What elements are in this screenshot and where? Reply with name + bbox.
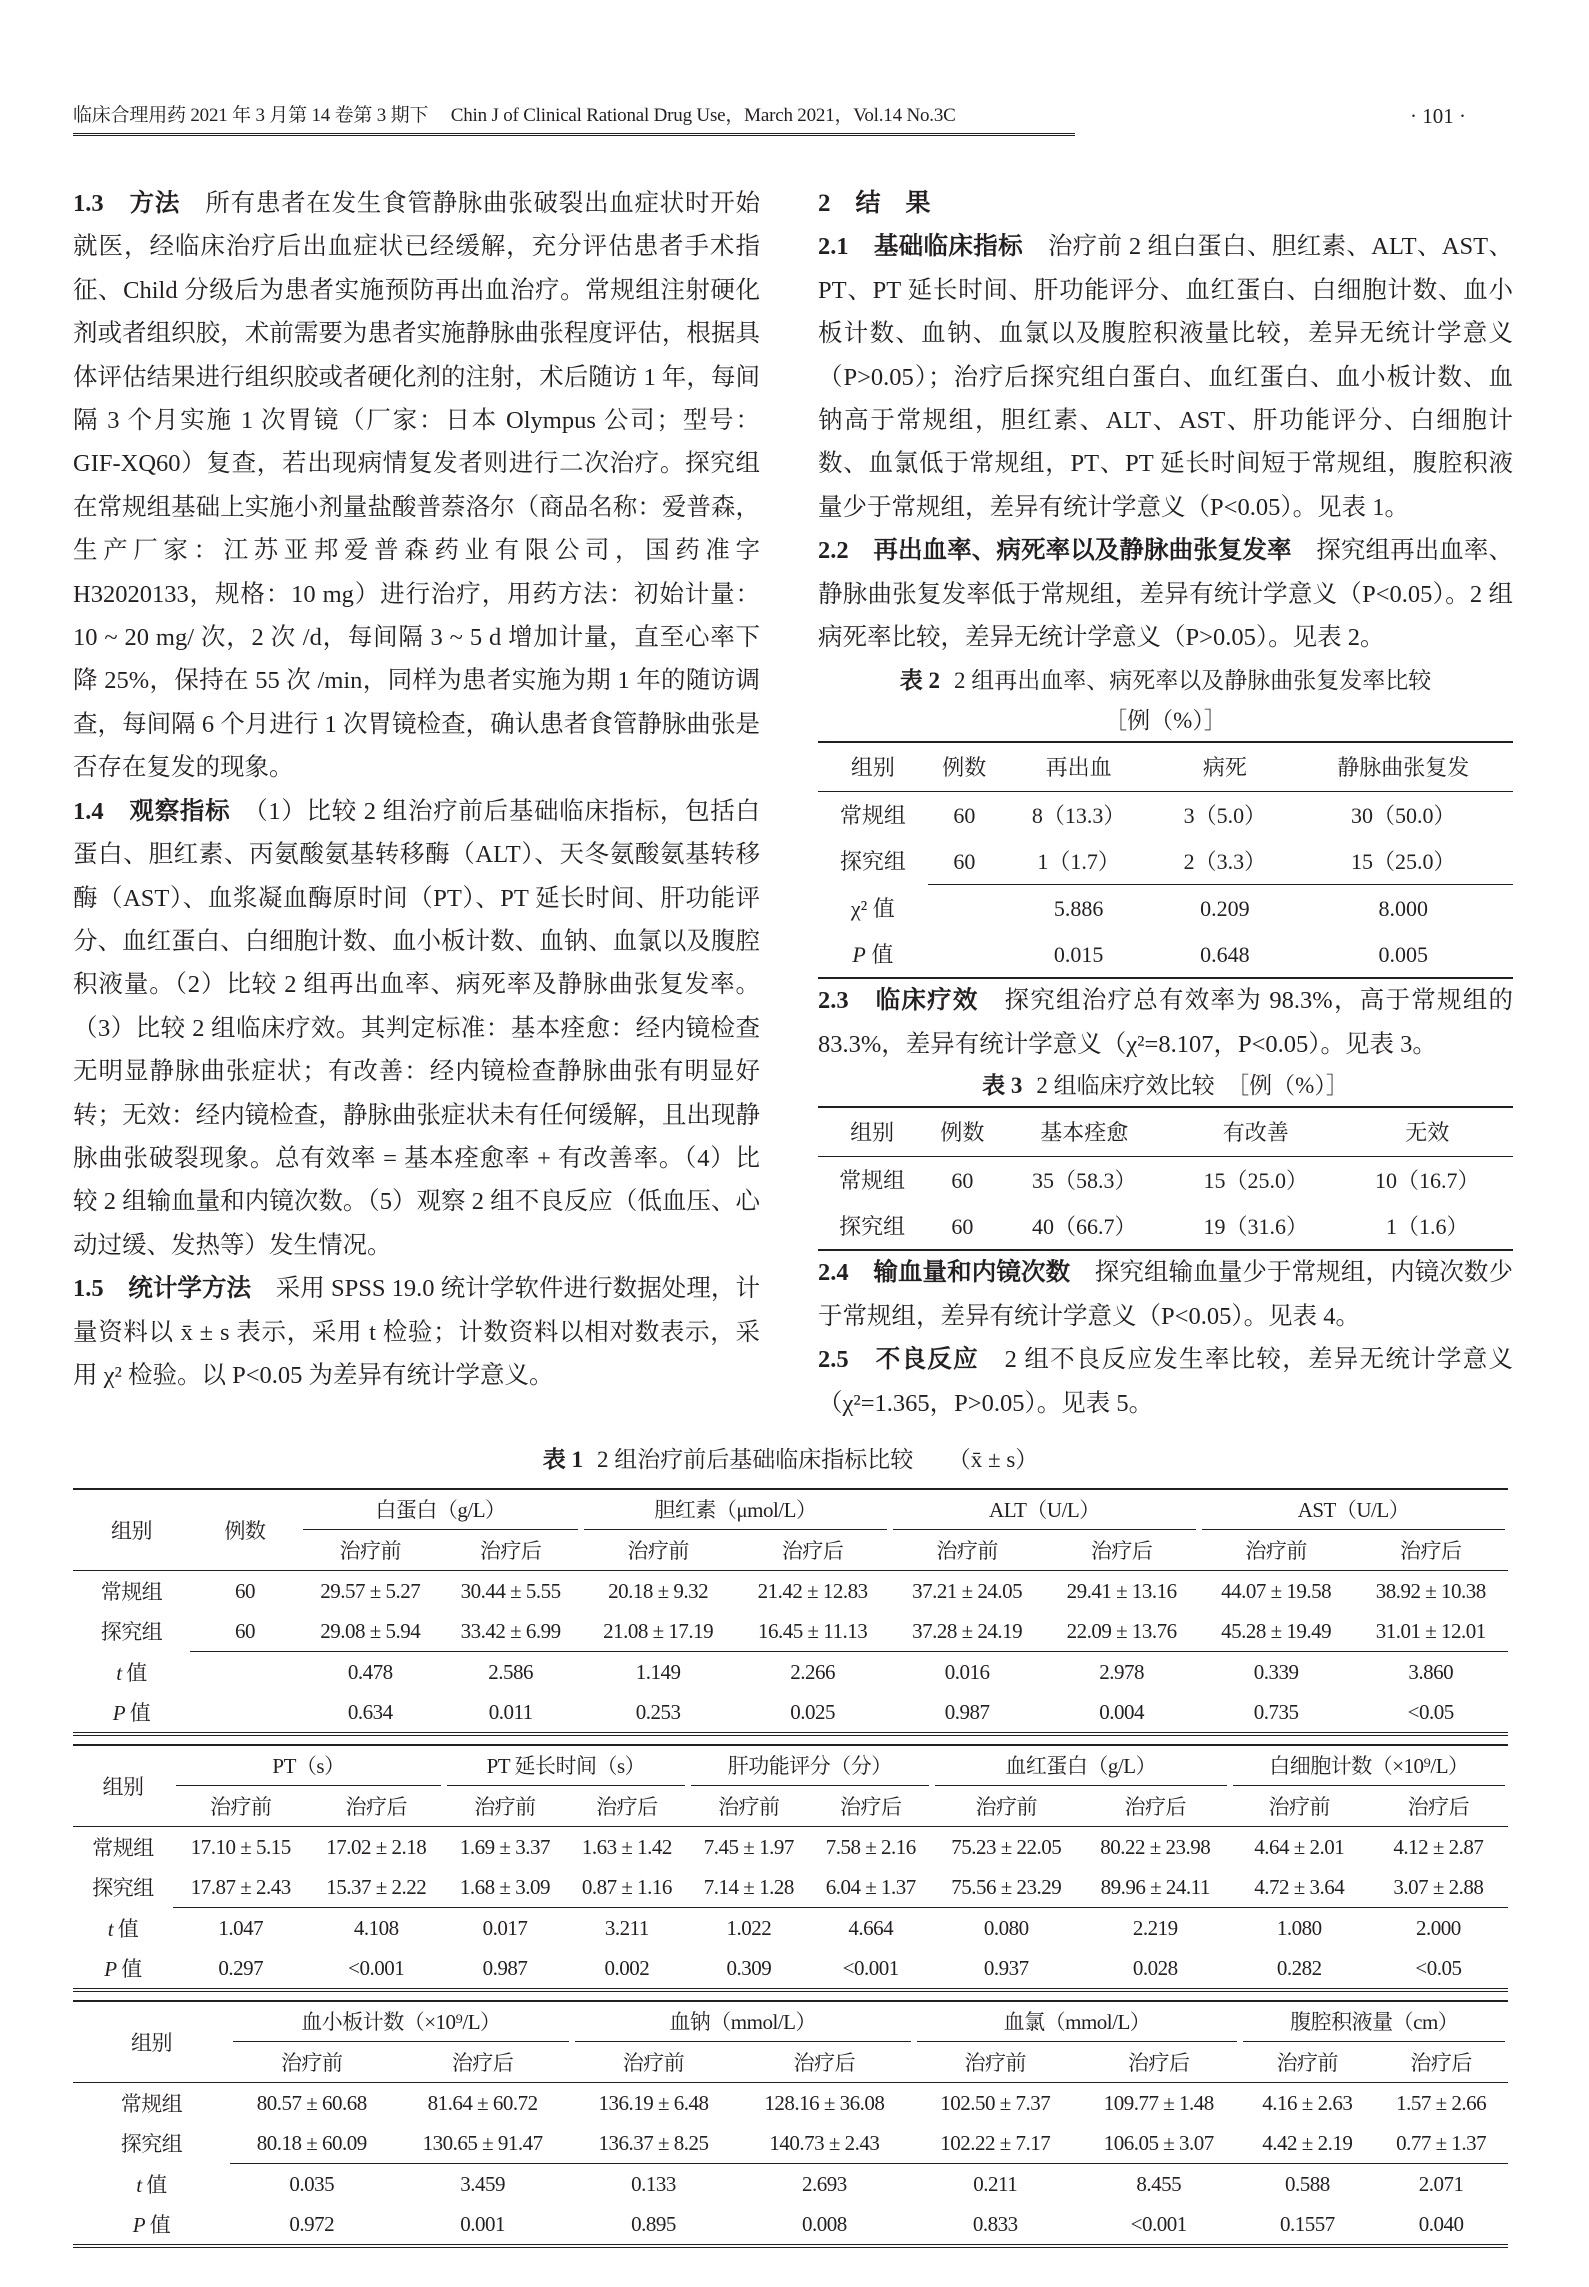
section-heading: 1.4 观察指标 (73, 797, 256, 825)
table1-label: 表 1 (542, 1447, 583, 1472)
table-cell: 29.57 ± 5.27 (320, 1578, 421, 1603)
table-cell: 45.28 ± 19.49 (1221, 1618, 1332, 1643)
table-cell: 22.09 ± 13.76 (1066, 1618, 1177, 1643)
section-heading: 2.4 输血量和内镜次数 (818, 1259, 1095, 1287)
table-cell: 106.05 ± 3.07 (1103, 2130, 1214, 2155)
group-header-label: AST（U/L） (1202, 1491, 1505, 1530)
table-cell: <0.05 (1415, 1955, 1462, 1980)
stat-row (73, 1652, 1508, 1693)
table-cell: 8（13.3） (1031, 802, 1126, 828)
table-cell: 0.87 ± 1.16 (581, 1874, 672, 1899)
table-cell: 1.69 ± 3.37 (459, 1834, 550, 1859)
table-cell: 0.77 ± 1.37 (1396, 2130, 1487, 2155)
group-header-label: PT 延长时间（s） (447, 1747, 685, 1786)
table-row (73, 2123, 1508, 2164)
table-cell: 19（31.6） (1203, 1213, 1309, 1239)
column-header: 组别 (850, 1119, 895, 1145)
table-cell: <0.001 (1130, 2211, 1187, 2236)
table-cell: 2.586 (440, 1652, 580, 1693)
table-cell: 8.000 (1294, 885, 1514, 932)
sub-header: 治疗后 (840, 1795, 902, 1819)
table-cell: 60 (951, 1213, 974, 1239)
group-header-label: 腹腔积液量（cm） (1243, 2003, 1505, 2042)
group-header-row (73, 2001, 1508, 2042)
sub-header: 治疗前 (280, 2051, 343, 2075)
paragraph-observation (73, 790, 760, 1267)
header-row (818, 742, 1513, 792)
paragraph-text: 2 组不良反应发生率比较，差异无统计学意义（χ²=1.365，P>0.05）。见表 5。 (818, 1346, 1514, 1417)
table-cell: 0.588 (1240, 2164, 1374, 2205)
table-cell: 0.211 (914, 2164, 1077, 2205)
group-header (173, 1745, 444, 1786)
group-header (300, 1489, 581, 1530)
sub-header: 治疗后 (1407, 1795, 1470, 1819)
right-column (818, 182, 1513, 1425)
table1-unit: （x̄ ± s） (959, 1447, 1039, 1472)
group-header-label: 血氯（mmol/L） (917, 2003, 1238, 2042)
table2-caption (818, 661, 1513, 701)
group-header (581, 1489, 890, 1530)
table-cell: <0.05 (1407, 1699, 1454, 1724)
paragraph-2-5 (818, 1338, 1513, 1425)
column-header: 组别 (131, 2031, 172, 2055)
row-label: P 值 (104, 1957, 142, 1981)
count-cell (190, 1652, 300, 1693)
table-cell: 44.07 ± 19.58 (1221, 1578, 1332, 1603)
row-label: 常规组 (839, 1167, 906, 1193)
column-header: 组别 (102, 1775, 144, 1799)
table-cell: 1.047 (173, 1908, 308, 1949)
table-cell: 4.108 (308, 1908, 443, 1949)
table-cell: 60 (953, 802, 976, 828)
row-label: 探究组 (120, 2132, 183, 2157)
table-cell (928, 931, 1001, 978)
table-cell: 29.41 ± 13.16 (1066, 1578, 1177, 1603)
table3-unit: ［例（%）］ (1237, 1073, 1349, 1099)
count-cell (190, 1692, 300, 1734)
journal-title-en: Chin J of Clinical Rational Drug Use，March 2021，Vol.14 No.3C (450, 105, 956, 126)
row-label: 常规组 (839, 802, 906, 828)
sub-header: 治疗前 (1245, 1539, 1307, 1563)
table-cell: 30.44 ± 5.55 (460, 1578, 561, 1603)
group-header-label: 白细胞计数（×10⁹/L） (1233, 1747, 1505, 1786)
table-cell: 1.080 (1230, 1908, 1369, 1949)
row-label: P 值 (852, 941, 894, 967)
table-cell: 3.459 (393, 2164, 571, 2205)
stat-row (73, 2164, 1508, 2205)
table-cell: 0.017 (444, 1908, 566, 1949)
group-header-label: 血红蛋白（g/L） (935, 1747, 1227, 1786)
table2-title: 2 组再出血率、病死率以及静脉曲张复发率比较 (954, 668, 1432, 694)
table-cell: 31.01 ± 12.01 (1375, 1618, 1486, 1643)
table-cell: 0.282 (1276, 1955, 1322, 1980)
table-cell: 1.57 ± 2.66 (1396, 2090, 1487, 2115)
paragraph-text: 探究组再出血率、静脉曲张复发率低于常规组，差异有统计学意义（P<0.05）。2 组病死率比较，差异无统计学意义（P>0.05）。见表 2。 (818, 537, 1514, 652)
sub-header: 治疗后 (451, 2051, 514, 2075)
table-cell: 0.972 (289, 2211, 335, 2236)
table-cell: 4.72 ± 3.64 (1254, 1874, 1345, 1899)
group-header-label: PT（s） (176, 1747, 441, 1786)
table-cell: 20.18 ± 9.32 (608, 1578, 709, 1603)
table-cell: 1.149 (581, 1652, 736, 1693)
table-cell: 0.133 (572, 2164, 735, 2205)
row-label: t 值 (136, 2172, 167, 2197)
table-cell: 0.002 (604, 1955, 650, 1980)
table-cell: 2.978 (1044, 1652, 1199, 1693)
table3-caption (818, 1066, 1513, 1106)
table-cell: 0.339 (1199, 1652, 1354, 1693)
stat-row (73, 2204, 1508, 2246)
table-cell: 0.015 (1053, 941, 1104, 967)
table-cell: 2.219 (1081, 1908, 1230, 1949)
table-cell: 0.937 (983, 1955, 1029, 1980)
table-cell: 2.266 (735, 1652, 890, 1693)
group-header-label: ALT（U/L） (893, 1491, 1196, 1530)
table-cell: 60 (953, 848, 976, 874)
table-cell: 0.648 (1200, 941, 1250, 967)
table-cell: 7.14 ± 1.28 (703, 1874, 794, 1899)
table-cell: 0.028 (1132, 1955, 1178, 1980)
table-cell: 15.37 ± 2.22 (326, 1874, 427, 1899)
row-label: P 值 (132, 2213, 171, 2237)
sub-header: 治疗后 (793, 2051, 856, 2075)
table-cell: 7.58 ± 2.16 (825, 1834, 916, 1859)
table-cell: 0.004 (1099, 1699, 1145, 1724)
group-header-row (73, 1745, 1508, 1786)
column-header: 有改善 (1222, 1119, 1289, 1145)
group-header (914, 2001, 1241, 2042)
table-cell: 0.895 (631, 2211, 676, 2236)
column-header: 静脉曲张复发 (1337, 754, 1470, 780)
table-cell: 5.886 (1001, 885, 1156, 932)
table-cell: 7.45 ± 1.97 (703, 1834, 794, 1859)
table-cell: 0.309 (726, 1955, 772, 1980)
table-cell: 2.000 (1369, 1908, 1508, 1949)
paragraph-text: 治疗前 2 组白蛋白、胆红素、ALT、AST、PT、PT 延长时间、肝功能评分、血红蛋白、白细胞计数、血小板计数、血钠、血氯以及腹腔积液量比较，差异无统计学意义（P>0.05）；治疗后探究组白蛋白、血红蛋白、血小板计数、血钠高于常规组，胆红素、ALT、AST、肝功能评分、白细胞计数、血氯低于常规组，PT、PT 延长时间短于常规组，腹腔积液量少于常规组，差异有统计学意义（P<0.05）。见表 1。 (818, 233, 1513, 521)
results-heading: 2 结 果 (818, 190, 931, 217)
table-cell: 0.987 (944, 1699, 990, 1724)
table1-section (73, 1744, 1508, 1992)
group-header-label: 血钠（mmol/L） (575, 2003, 911, 2042)
table-cell: 8.455 (1077, 2164, 1240, 2205)
table-cell: 3.211 (566, 1908, 688, 1949)
table-row (73, 1827, 1508, 1868)
table-cell: 38.92 ± 10.38 (1375, 1578, 1486, 1603)
table-cell: 0.478 (300, 1652, 440, 1693)
sub-header: 治疗前 (474, 1795, 536, 1819)
sub-header: 治疗前 (1276, 2051, 1339, 2075)
sub-header-row (73, 1786, 1508, 1827)
table-cell: 0.080 (932, 1908, 1081, 1949)
column-header: 病死 (1202, 754, 1247, 780)
table-row (818, 1203, 1513, 1250)
table3 (818, 1106, 1513, 1251)
table-cell: 30（50.0） (1350, 802, 1456, 828)
table-cell: 3.860 (1353, 1652, 1508, 1693)
paragraph-text: 探究组输血量少于常规组，内镜次数少于常规组，差异有统计学意义（P<0.05）。见表 4。 (818, 1259, 1513, 1330)
table-cell: 37.21 ± 24.05 (912, 1578, 1023, 1603)
count-cell: 60 (235, 1618, 255, 1643)
table-cell: 1（1.6） (1385, 1213, 1469, 1239)
table-cell: 37.28 ± 24.19 (912, 1618, 1023, 1643)
table-cell: 2（3.3） (1183, 848, 1267, 874)
table-cell: 4.64 ± 2.01 (1254, 1834, 1345, 1859)
table-cell: 16.45 ± 11.13 (758, 1618, 868, 1643)
table-cell: 60 (951, 1167, 974, 1193)
table-cell: 0.634 (347, 1699, 393, 1724)
row-label: 探究组 (839, 1213, 906, 1239)
sub-header: 治疗前 (339, 1539, 401, 1563)
table-cell: 4.42 ± 2.19 (1262, 2130, 1353, 2155)
running-header (73, 100, 1075, 136)
page-number: · 101 · (1410, 104, 1466, 128)
row-label: 探究组 (839, 849, 906, 875)
paragraph-statistics (73, 1267, 760, 1397)
sub-header: 治疗后 (1090, 1539, 1153, 1563)
table-cell: 2.693 (735, 2164, 913, 2205)
table-cell: 80.18 ± 60.09 (256, 2130, 367, 2155)
table-cell: 10（16.7） (1374, 1167, 1480, 1193)
table2 (818, 741, 1513, 979)
section-heading: 2.5 不良反应 (818, 1346, 1005, 1374)
group-header-label: 肝功能评分（分） (691, 1747, 929, 1786)
stat-row (73, 1692, 1508, 1734)
section-heading: 2.2 再出血率、病死率以及静脉曲张复发率 (818, 537, 1317, 565)
table-cell: 75.23 ± 22.05 (951, 1834, 1062, 1859)
table-cell: 17.10 ± 5.15 (190, 1834, 291, 1859)
table-cell: <0.001 (842, 1955, 899, 1980)
table-cell: 4.664 (810, 1908, 932, 1949)
table-cell: 89.96 ± 24.11 (1100, 1874, 1210, 1899)
row-label: 常规组 (92, 1836, 154, 1860)
group-header-label: 胆红素（μmol/L） (584, 1491, 887, 1530)
stat-row (818, 931, 1513, 978)
table-cell: <0.001 (348, 1955, 405, 1980)
table2-label: 表 2 (899, 668, 940, 694)
sub-header: 治疗后 (596, 1795, 658, 1819)
table-cell: 17.02 ± 2.18 (326, 1834, 427, 1859)
table1-section (73, 1488, 1508, 1736)
table-cell: 0.005 (1378, 941, 1428, 967)
paragraph-2-1 (818, 225, 1513, 529)
table3-label: 表 3 (982, 1073, 1023, 1099)
section-heading: 2.1 基础临床指标 (818, 233, 1048, 261)
column-header: 无效 (1405, 1119, 1450, 1145)
section-heading: 2.3 临床疗效 (818, 987, 1005, 1015)
table-cell: 6.04 ± 1.37 (825, 1874, 916, 1899)
sub-header: 治疗前 (975, 1795, 1037, 1819)
table-cell: 140.73 ± 2.43 (769, 2130, 880, 2155)
table-cell: 0.297 (218, 1955, 264, 1980)
table-cell: 81.64 ± 60.72 (427, 2090, 538, 2115)
table-cell: 1.022 (688, 1908, 810, 1949)
table-cell: 0.040 (1418, 2211, 1464, 2236)
row-label: t 值 (116, 1660, 147, 1685)
table3-title: 2 组临床疗效比较 (1036, 1073, 1215, 1099)
column-header: 组别 (111, 1519, 152, 1543)
group-header (890, 1489, 1199, 1530)
table-cell: 4.12 ± 2.87 (1393, 1834, 1484, 1859)
table-cell: 29.08 ± 5.94 (320, 1618, 421, 1643)
column-header: 例数 (940, 1119, 985, 1145)
sub-header: 治疗后 (479, 1539, 542, 1563)
paragraph-2-3 (818, 979, 1513, 1066)
group-header (688, 1745, 932, 1786)
table-cell: 102.22 ± 7.17 (940, 2130, 1051, 2155)
table-cell: 15（25.0） (1203, 1167, 1309, 1193)
table-cell: 128.16 ± 36.08 (764, 2090, 885, 2115)
paragraph-2-4 (818, 1251, 1513, 1338)
sub-header: 治疗前 (627, 1539, 689, 1563)
row-label: 常规组 (120, 2092, 183, 2116)
sub-header-row (73, 2042, 1508, 2083)
table-cell: 0.035 (230, 2164, 393, 2205)
table-row (73, 1867, 1508, 1908)
row-label: χ² 值 (850, 895, 895, 921)
sub-header: 治疗后 (345, 1795, 407, 1819)
table-row (818, 838, 1513, 885)
row-label: 探究组 (92, 1876, 154, 1901)
group-header (1230, 1745, 1508, 1786)
column-header: 例数 (224, 1519, 266, 1543)
sub-header: 治疗后 (1124, 1795, 1187, 1819)
table-cell: 0.011 (488, 1699, 533, 1724)
table-cell: 109.77 ± 1.48 (1103, 2090, 1214, 2115)
sub-header: 治疗前 (964, 2051, 1026, 2075)
table-cell: 3.07 ± 2.88 (1393, 1874, 1484, 1899)
column-header: 组别 (850, 754, 895, 780)
paragraph-methods (73, 182, 760, 790)
table-cell: 1.63 ± 1.42 (581, 1834, 672, 1859)
paragraph-2-2 (818, 529, 1513, 659)
table-cell: 17.87 ± 2.43 (190, 1874, 291, 1899)
sub-header: 治疗后 (1410, 2051, 1472, 2075)
table-cell: 0.1557 (1279, 2211, 1335, 2236)
table1-caption (73, 1440, 1508, 1480)
stat-row (73, 1948, 1508, 1990)
table-cell: 136.37 ± 8.25 (598, 2130, 709, 2155)
table-cell: 1.68 ± 3.09 (459, 1874, 550, 1899)
group-header (1240, 2001, 1508, 2042)
table-row (73, 1571, 1508, 1612)
table-cell: 80.57 ± 60.68 (256, 2090, 367, 2115)
sub-header: 治疗前 (1268, 1795, 1331, 1819)
group-header-label: 血小板计数（×10⁹/L） (233, 2003, 569, 2042)
count-cell: 60 (235, 1578, 255, 1603)
group-header (572, 2001, 914, 2042)
table-cell: 1（1.7） (1037, 848, 1120, 874)
table-cell: 130.65 ± 91.47 (422, 2130, 543, 2155)
row-label: t 值 (107, 1916, 139, 1941)
sub-header: 治疗前 (209, 1795, 272, 1819)
table-cell: 0.016 (890, 1652, 1045, 1693)
table-cell: 0.987 (482, 1955, 528, 1980)
group-header (1199, 1489, 1508, 1530)
table-cell: 15（25.0） (1350, 848, 1456, 874)
table-cell: 0.253 (635, 1699, 681, 1724)
table-cell: 21.42 ± 12.83 (757, 1578, 868, 1603)
table2-unit: ［例（%）］ (1104, 708, 1227, 734)
section-heading: 1.5 统计学方法 (73, 1275, 276, 1303)
sub-header: 治疗前 (718, 1795, 780, 1819)
table-cell (928, 885, 1001, 932)
sub-header: 治疗后 (1127, 2051, 1190, 2075)
table1 (73, 1440, 1508, 2256)
table-cell: 0.833 (972, 2211, 1018, 2236)
group-header (444, 1745, 688, 1786)
table-cell: 4.16 ± 2.63 (1262, 2090, 1353, 2115)
table-row (73, 2083, 1508, 2124)
table1-sections (73, 1488, 1508, 2248)
group-header-label: 白蛋白（g/L） (303, 1491, 578, 1530)
stat-row (73, 1908, 1508, 1949)
sub-header: 治疗后 (781, 1539, 844, 1563)
table-row (818, 792, 1513, 839)
table-row (818, 1157, 1513, 1204)
table-cell: 80.22 ± 23.98 (1100, 1834, 1211, 1859)
row-label: 常规组 (100, 1580, 163, 1604)
sub-header: 治疗前 (622, 2051, 685, 2075)
left-column (73, 182, 760, 1397)
table-cell: 0.008 (802, 2211, 847, 2236)
table-cell: 0.209 (1156, 885, 1293, 932)
journal-title-cn: 临床合理用药 2021 年 3 月第 14 卷第 3 期下 (73, 105, 429, 126)
table-cell: 3（5.0） (1183, 802, 1267, 828)
paragraph-text: （1）比较 2 组治疗前后基础临床指标，包括白蛋白、胆红素、丙氨酸氨基转移酶（ALT）、天冬氨酸氨基转移酶（AST）、血浆凝血酶原时间（PT）、PT 延长时间、肝功能评分、血红蛋白、白细胞计数、血小板计数、血钠、血氯以及腹腔积液量。（2）比较 2 组再出血率、病死率及静脉曲张复发率。（3）比较 2 组临床疗效。其判定标准：基本痊愈：经内镜检查无明显静脉曲张症状；有改善：经内镜检查静脉曲张有明显好转；无效：经内镜检查，静脉曲张症状未有任何缓解，且出现静脉曲张破裂现象。总有效率 = 基本痊愈率 + 有改善率。（4）比较 2 组输血量和内镜次数。（5）观察 2 组不良反应（低血压、心动过缓、发热等）发生情况。 (73, 797, 760, 1259)
table-cell: 0.001 (460, 2211, 505, 2236)
table-cell: 33.42 ± 6.99 (460, 1618, 561, 1643)
paragraph-text: 所有患者在发生食管静脉曲张破裂出血症状时开始就医，经临床治疗后出血症状已经缓解，充分评估患者手术指征、Child 分级后为患者实施预防再出血治疗。常规组注射硬化剂或者组织胶，术前需要为患者实施静脉曲张程度评估，根据具体评估结果进行组织胶或者硬化剂的注射，术后随访 1 年，每间隔 3 个月实施 1 次胃镜（厂家：日本 Olympus 公司；型号：GIF-XQ60）复查，若出现病情复发者则进行二次治疗。探究组在常规组基础上实施小剂量盐酸普萘洛尔（商品名称：爱普森，生产厂家：江苏亚邦爱普森药业有限公司，国药准字 H32020133，规格：10 mg）进行治疗，用药方法：初始计量：10 ~ 20 mg/ 次，2 次 /d，每间隔 3 ~ 5 d 增加计量，直至心率下降 25%，保持在 55 次 /min，同样为患者实施为期 1 年的随访调查，每间隔 6 个月进行 1 次胃镜检查，确认患者食管静脉曲张是否存在复发的现象。 (73, 190, 761, 782)
sub-header: 治疗前 (936, 1539, 998, 1563)
table-row (73, 1611, 1508, 1652)
table-cell: 40（66.7） (1032, 1213, 1137, 1239)
table-cell: 102.50 ± 7.37 (940, 2090, 1051, 2115)
row-label: 探究组 (100, 1620, 163, 1645)
paragraph-text: 探究组治疗总有效率为 98.3%，高于常规组的 83.3%，差异有统计学意义（χ²=8.107，P<0.05）。见表 3。 (818, 987, 1513, 1058)
table-cell: 2.071 (1374, 2164, 1508, 2205)
table-cell: 136.19 ± 6.48 (598, 2090, 709, 2115)
group-header-row (73, 1489, 1508, 1530)
table1-title: 2 组治疗前后基础临床指标比较 (596, 1447, 914, 1472)
column-header: 例数 (942, 754, 987, 780)
stat-row (818, 885, 1513, 932)
table-cell: 0.735 (1253, 1699, 1299, 1724)
column-header: 再出血 (1045, 754, 1112, 780)
table-cell: 75.56 ± 23.29 (951, 1874, 1062, 1899)
paragraph-text: 采用 SPSS 19.0 统计学软件进行数据处理，计量资料以 x̄ ± s 表示，采用 t 检验；计数资料以相对数表示，采用 χ² 检验。以 P<0.05 为差异有统计学意义。 (73, 1275, 760, 1389)
group-header (932, 1745, 1230, 1786)
group-header (230, 2001, 572, 2042)
table1-section (73, 2000, 1508, 2248)
section-heading: 1.3 方法 (73, 190, 206, 217)
table-cell: 21.08 ± 17.19 (603, 1618, 714, 1643)
row-label: P 值 (112, 1701, 151, 1725)
table-cell: 0.025 (790, 1699, 836, 1724)
sub-header: 治疗后 (1399, 1539, 1462, 1563)
header-row (818, 1107, 1513, 1157)
column-header: 基本痊愈 (1040, 1119, 1129, 1145)
table-cell: 35（58.3） (1032, 1167, 1137, 1193)
